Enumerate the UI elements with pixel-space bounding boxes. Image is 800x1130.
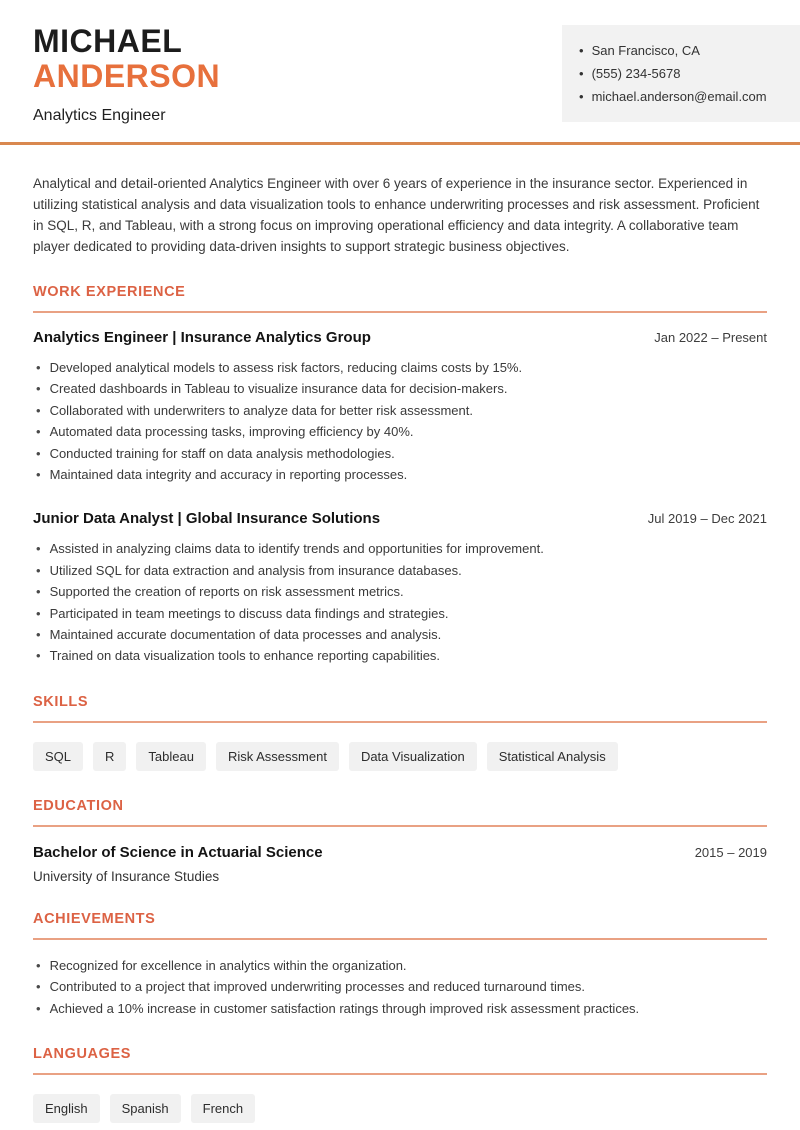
resume-body — [0, 173, 800, 1123]
section-divider — [33, 825, 767, 827]
section-divider — [33, 938, 767, 940]
bullet-item — [33, 624, 767, 645]
bullet-item — [33, 538, 767, 559]
bullet-text: • Utilized SQL for data extraction and analysis from insurance databases. — [49, 562, 462, 578]
bullet-text: • Assisted in analyzing claims data to identify trends and opportunities for improvement. — [49, 541, 544, 557]
section-divider — [33, 1073, 767, 1075]
bullet-item — [33, 357, 767, 378]
header-divider — [0, 142, 800, 145]
summary-paragraph: Analytical and detail-oriented Analytics Engineer with over 6 years of experience in the insurance sector. Experienced in utilizing statistical analysis and data visualization tools to enhance underwriting processes and risk assessment. Proficient in SQL, R, and Tableau, with a strong focus on improving operational efficiency and data integrity. A collaborative team player dedicated to providing data-driven insights to support strategic business objectives. — [33, 176, 760, 254]
contact-item-text: San Francisco, CA — [591, 43, 700, 58]
contact-item — [579, 62, 784, 85]
language-tag: English — [33, 1094, 100, 1123]
skills-tag-list — [33, 742, 767, 771]
bullet-item — [33, 998, 767, 1019]
job-header — [33, 510, 767, 527]
skill-tag: Tableau — [136, 742, 206, 771]
bullet-item — [33, 560, 767, 581]
education-degree: Bachelor of Science in Actuarial Science — [33, 843, 323, 861]
languages-heading: LANGUAGES — [33, 1046, 132, 1063]
candidate-last-name: ANDERSON — [33, 58, 221, 94]
contact-item-text: michael.anderson@email.com — [591, 89, 767, 104]
job-title: Analytics Engineer | Insurance Analytics Group — [33, 329, 371, 346]
language-tag: French — [191, 1094, 255, 1123]
bullet-item — [33, 645, 767, 666]
bullet-item — [33, 378, 767, 399]
bullet-icon: • — [579, 66, 584, 81]
education-school: University of Insurance Studies — [33, 868, 220, 884]
bullet-text: • Maintained data integrity and accuracy in reporting processes. — [49, 467, 408, 483]
education-heading: EDUCATION — [33, 797, 124, 814]
job-bullet-list — [33, 538, 767, 666]
candidate-job-title: Analytics Engineer — [33, 107, 166, 124]
skill-tag: Risk Assessment — [216, 742, 339, 771]
skill-tag: Statistical Analysis — [487, 742, 618, 771]
bullet-icon: • — [579, 43, 584, 58]
section-languages — [33, 1046, 767, 1123]
achievements-heading: ACHIEVEMENTS — [33, 910, 156, 927]
job-dates: Jan 2022 – Present — [654, 330, 767, 345]
bullet-item — [33, 955, 767, 976]
section-education — [33, 798, 767, 884]
section-work-experience — [33, 284, 767, 667]
language-tag: Spanish — [110, 1094, 181, 1123]
contact-card — [562, 25, 800, 122]
bullet-item — [33, 443, 767, 464]
section-skills — [33, 694, 767, 771]
contact-item-text: (555) 234-5678 — [591, 66, 681, 81]
bullet-item — [33, 976, 767, 997]
job-dates: Jul 2019 – Dec 2021 — [647, 511, 767, 527]
bullet-text: • Achieved a 10% increase in customer satisfaction ratings through improved risk assessment practices. — [49, 1000, 640, 1016]
languages-tag-list — [33, 1094, 767, 1123]
job-header — [33, 329, 767, 346]
bullet-text: • Participated in team meetings to discuss data findings and strategies. — [49, 605, 449, 621]
section-divider — [33, 311, 767, 313]
bullet-text: • Supported the creation of reports on risk assessment metrics. — [49, 584, 404, 600]
bullet-text: • Collaborated with underwriters to analyze data for better risk assessment. — [49, 402, 473, 418]
education-dates: 2015 – 2019 — [694, 844, 767, 860]
bullet-item — [33, 421, 767, 442]
bullet-text: • Contributed to a project that improved underwriting processes and reduced turnaround times. — [49, 979, 586, 995]
education-entry — [33, 844, 767, 884]
skill-tag: Data Visualization — [349, 742, 477, 771]
skills-heading: SKILLS — [33, 693, 89, 710]
bullet-item — [33, 464, 767, 485]
job-entry — [33, 510, 767, 666]
skill-tag: R — [93, 742, 126, 771]
bullet-text: • Maintained accurate documentation of data processes and analysis. — [49, 627, 442, 643]
bullet-text: • Automated data processing tasks, improving efficiency by 40%. — [49, 424, 414, 440]
job-bullet-list — [33, 357, 767, 485]
bullet-text: • Trained on data visualization tools to enhance reporting capabilities. — [49, 648, 441, 664]
job-title: Junior Data Analyst | Global Insurance Solutions — [33, 510, 381, 528]
section-achievements — [33, 911, 767, 1019]
contact-item — [579, 85, 784, 108]
bullet-text: • Developed analytical models to assess risk factors, reducing claims costs by 15%. — [49, 360, 523, 375]
skill-tag: SQL — [33, 742, 83, 771]
contact-item — [579, 39, 784, 62]
candidate-first-name: MICHAEL — [33, 23, 183, 59]
bullet-icon: • — [579, 89, 584, 104]
achievements-bullet-list — [33, 955, 767, 1019]
section-divider — [33, 721, 767, 723]
bullet-text: • Recognized for excellence in analytics within the organization. — [49, 957, 407, 973]
work-experience-heading: WORK EXPERIENCE — [33, 284, 186, 300]
resume-header — [0, 0, 800, 125]
bullet-item — [33, 603, 767, 624]
bullet-item — [33, 400, 767, 421]
bullet-text: • Conducted training for staff on data analysis methodologies. — [49, 445, 395, 461]
job-entry — [33, 329, 767, 485]
bullet-item — [33, 581, 767, 602]
education-header — [33, 844, 767, 861]
bullet-text: • Created dashboards in Tableau to visualize insurance data for decision-makers. — [49, 381, 508, 397]
